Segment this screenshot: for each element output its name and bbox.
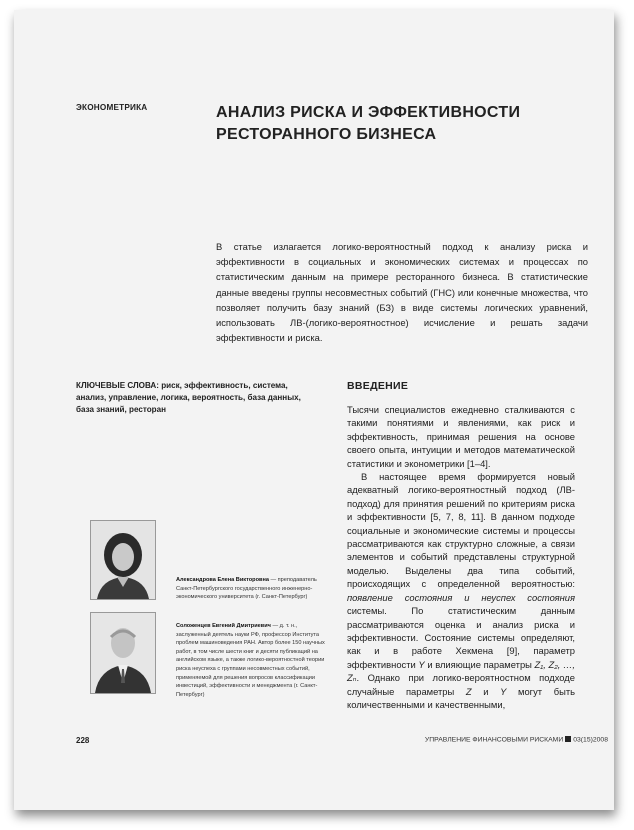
text-run: и [471, 685, 501, 697]
section-label: ЭКОНОМЕТРИКА [76, 103, 148, 112]
text-run-italic: неуспех состояния [481, 591, 575, 603]
text-run: могут быть количественными и качественными, [347, 685, 575, 710]
text-run: и влияющие параметры [424, 658, 535, 670]
author-photo-1 [90, 520, 156, 600]
text-run-italic: Y [418, 658, 425, 670]
portrait-man-icon [91, 613, 155, 693]
author-desc-2: — д. т. н., заслуженный деятель науки РФ, профессор Института проблем машиноведения РАН. Автор более 150 научных работ, в том числе шести книг и десяти публикаций на английском языке, а также логико-вероятностной теории риска неуспеха с группами несовместных событий, применяемой для решения вопросов классификации инвестиций, эффективности и менеджмента (г. Санкт-Петербург) [176, 623, 325, 698]
intro-heading: ВВЕДЕНИЕ [347, 380, 409, 392]
author-desc-1: — преподаватель Санкт-Петербургского государственного инженерно-экономического университета (г. Санкт-Петербург) [176, 577, 317, 601]
author-photo-2 [90, 612, 156, 694]
text-run-italic: Z₁, Z₂, …, Zₙ [347, 658, 576, 684]
text-run-italic: Y [500, 685, 507, 697]
title-line-1: АНАЛИЗ РИСКА И ЭФФЕКТИВНОСТИ [216, 104, 521, 121]
author-bio-1 [176, 576, 326, 602]
author-bio-2 [176, 622, 326, 699]
title-line-2: РЕСТОРАННОГО БИЗНЕСА [216, 126, 437, 143]
text-run: системы. По статистическим данным рассматриваются оценка и анализ риска и эффективности. Состояние системы определяют, как и в работе Хекмена [9], параметр эффективности [347, 605, 575, 670]
abstract: В статье излагается логико-вероятностный подход к анализу риска и эффективности в социальных и экономических системах и процессах по статистическим данным на примере ресторанного бизнеса. В статистические данные введены группы несовместных событий (ГНС) или конечные множества, что позволяет получить базу знаний (БЗ) в виде системы логических уравнений, использовать ЛВ-(логико-вероятностное) исчисление и решать задачи эффективности и риска. [216, 241, 588, 344]
portrait-woman-icon [91, 521, 155, 599]
text-run-italic: Z [465, 685, 472, 697]
article-title [216, 102, 546, 146]
author-name-2: Соложенцев Евгений Дмитриевич [176, 623, 271, 629]
page-number: 228 [76, 736, 90, 745]
author-name-1: Александрова Елена Викторовна [176, 577, 269, 583]
journal-issue: 03(15)2008 [573, 736, 608, 744]
keywords: КЛЮЧЕВЫЕ СЛОВА: риск, эффективность, система, анализ, управление, логика, вероятность, база данных, база знаний, ресторан [76, 381, 301, 414]
text-run-italic: и [452, 591, 482, 603]
square-bullet-icon [565, 736, 571, 742]
journal-name: УПРАВЛЕНИЕ ФИНАНСОВЫМИ РИСКАМИ [424, 736, 564, 744]
text-run: В настоящее время формируется новый адекватный логико-вероятностный подход (ЛВ-подход) для принятия решений по критериям риска и эффективности [5, 7, 8, 11]. В данном подходе социальные и экономические системы и процессы рассматриваются как структурно сложные, а связи элементов и событий представлены структурной моделью. Выделены два типа событий, происходящих с определенной вероятностью: [347, 471, 575, 590]
intro-paragraph-1: Тысячи специалистов ежедневно сталкиваются с такими понятиями и явлениями, как риск и эффективность, принимая решения на основе своего опыта, интуиции и методов математической статистики и эконометрики [1–4]. [347, 404, 575, 469]
intro-paragraph-2 [347, 470, 575, 711]
text-run: . Однако при логико-вероятностном подходе случайные параметры [347, 672, 575, 697]
journal-footer [425, 736, 608, 744]
text-run-italic: появление состояния [347, 591, 453, 603]
intro-body [347, 403, 575, 711]
